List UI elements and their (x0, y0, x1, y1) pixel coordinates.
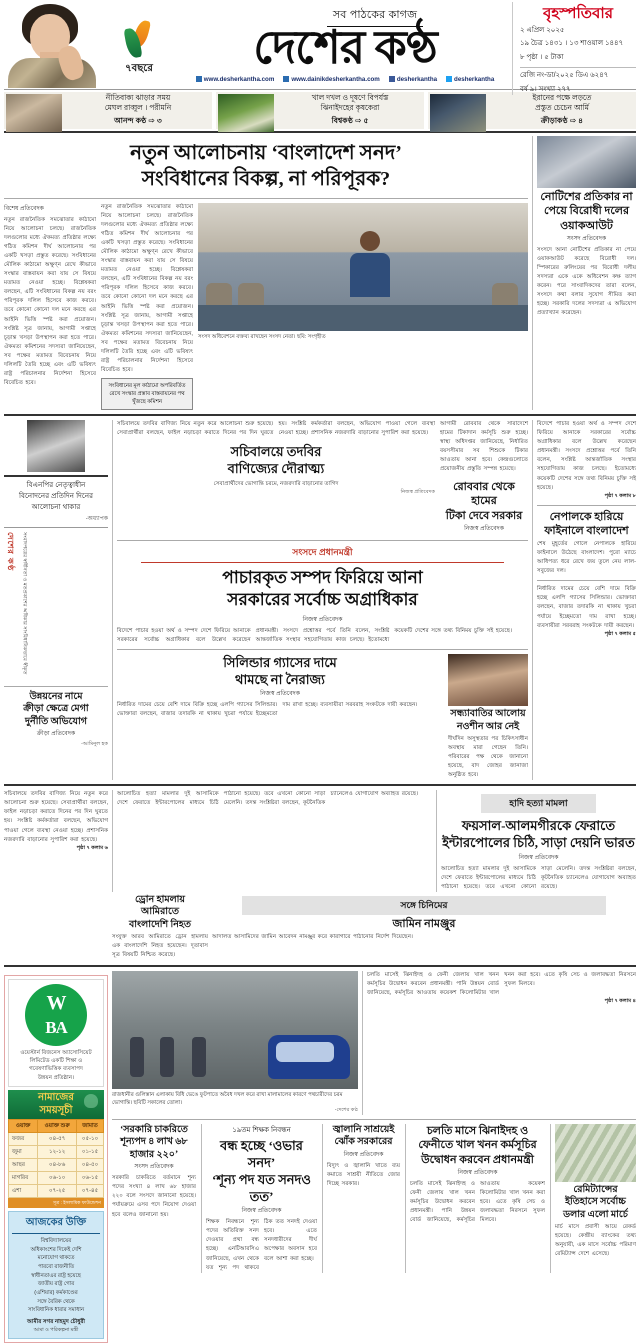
lead-byline: বিশেষ প্রতিবেদক (4, 206, 44, 212)
wba-ad-text: ওয়েস্টার্ন বিজনেস অ্যাসোসিয়েট লিমিটেড একটি শিক্ষা ও গবেষণাভিত্তিক ব্যবসাপদ উন্নয়ন প্রতিষ্ঠান। (20, 1049, 92, 1081)
page-ref-4: পৃষ্ঠা ৭ কলাম ৪ (604, 997, 636, 1004)
teacher-body: শিক্ষক নিবন্ধনে শূন্য পদের অতিরিক্ত সনদ দেওয়ার প্রথা বন্ধ হচ্ছে। এনটিআরসিএ জানিয়েছে, এখন থেকে যত শূন্য পদ থাকবে ঠিক তত সনদই দেওয়া হবে। এতে সনদধারীদের দীর্ঘ অপেক্ষার অবসান হবে বলে আশা করা হচ্ছে। (206, 1219, 317, 1271)
divider-bottom-1 (112, 1119, 636, 1120)
date-gregorian: ২ এপ্রিল ২০২৫ (520, 26, 565, 34)
date-bengali-hijri: ১৯ চৈত্র ১৪৩১ । ১৩ শাওয়াল ১৪৪৭ (520, 40, 624, 47)
left-sidebar (4, 420, 108, 780)
third-mid-text: আলোচিত হত্যা মামলার দুই আসামিকে দেশে ফেরাতে ইন্টারপোলের মাধ্যমে চিঠি পাঠানো হয়েছে। তবে এখনো কোনো সাড়া মেলেনি। তদন্ত সংশ্লিষ্টরা বলছেন, কূটনৈতিক চ্যানেলেও যোগাযোগ অব্যাহত রয়েছে। (117, 791, 419, 807)
opposition-walkout-body: সংসদে আনা নোটিশের প্রতিকার না পেয়ে ওয়াকআউট করেছে বিরোধী দল। স্পিকারের রুলিংয়ের পর বিরোধী দলীয় সদস্যরা একে একে অধিবেশন কক্ষ ত্যাগ করেন। পরে সাংবাদিকদের তারা বলেন, সংসদে কথা বলার সুযোগ সীমিত করা হচ্ছে। সরকারি দলের সদস্যরা এ অভিযোগ প্রত্যাখ্যান করেছেন। (537, 246, 636, 317)
dollar-notes-photo (555, 1124, 636, 1182)
drone-row (4, 894, 636, 961)
hadi-kicker: হাদি হত্যা মামলা (481, 794, 596, 813)
canal-digging-story (405, 1124, 545, 1273)
lead-photo-block (198, 203, 528, 410)
chinese-bail-story (212, 894, 636, 961)
teaser-photo-canal (218, 94, 274, 132)
drone-story (112, 894, 208, 961)
fuel-savings-story (322, 1124, 400, 1273)
sidebar-divider (4, 686, 108, 687)
prayer-col-name: ওয়াক্ত (9, 1120, 38, 1133)
third-band (4, 790, 636, 891)
masthead-center (178, 2, 512, 83)
fuel-savings-body: বিদ্যুৎ ও জ্বালানি খাতে ব্যয় কমাতে সাশ্রয়ী নীতিতে জোর দিচ্ছে সরকার। (327, 1162, 400, 1187)
band-divider-1 (4, 414, 636, 416)
secretariat-byline: নিজস্ব প্রতিবেদক (400, 488, 435, 495)
remittance-body: মার্চ মাসে প্রবাসী আয়ে রেকর্ড হয়েছে। কেন্দ্রীয় ব্যাংকের তথ্য অনুযায়ী, এক মাসে সর্বোচ্চ পরিমাণ রেমিট্যান্স দেশে এসেছে। (555, 1224, 636, 1258)
middle-band (112, 420, 528, 780)
teaser-section-ref: বিশ্বকণ্ঠ ⇨ ৫ (331, 115, 369, 125)
teacher-headline[interactable]: বন্ধ হচ্ছে ‘ওভার সনদ’ ‘শূন্য পদ যত সনদও তত’ (212, 1137, 311, 1205)
canal-digging-headline[interactable]: চলতি মাসে ঝিনাইদহ ও ফেনীতে খাল খনন কর্মসূচির উদ্বোধন করবেন প্রধানমন্ত্রী (418, 1124, 537, 1166)
bottom-headline-row (112, 1124, 636, 1273)
remittance-headline[interactable]: রেমিট্যান্সের ইতিহাসে সর্বোচ্চ ডলার এলো মার্চে (563, 1184, 628, 1220)
third-band-left (4, 790, 108, 891)
facebook-link[interactable]: desherkantha (389, 76, 437, 83)
gas-story (117, 654, 443, 780)
measles-byline: নিজস্ব প্রতিবেদক (464, 526, 504, 533)
teaser-line2: প্রস্তুত চেচেন আর্মি (535, 103, 589, 112)
prayer-times-source: সূত্র : ইসলামিক ফাউন্ডেশন (8, 1198, 104, 1208)
govt-vacancy-body: সরকারি চাকরিতে বর্তমানে শূন্য পদের সংখ্যা ৪ লাখ ৬৮ হাজার ২২০ বলে সংসদে জানানো হয়েছে। পর্যায়ক্রমে এসব পদে নিয়োগ দেওয়া হবে বলেও জানানো হয়। (112, 1175, 196, 1218)
gas-byline: নিজস্ব প্রতিবেদক (260, 691, 300, 698)
lead-row (4, 136, 636, 410)
street-photo-caption: রাজধানীর গুলিস্তান এলাকায় বিধি ভেঙে ফুটপাতে অবৈধ দখল করে রাখা মালামালের কারণে পথচারীদের চরম ভোগান্তি। ছবিটি সকালের তোলা। (112, 1091, 343, 1106)
teaser-line1: খাল দখল ও দূষণে বিপর্যস্ত (311, 93, 389, 103)
secretariat-headline[interactable]: সচিবালয়ে তদবির বাণিজ্যের দৌরাত্ম্য (227, 444, 325, 477)
pm-parliament-body: বিদেশে পাচার হওয়া অর্থ ও সম্পদ দেশে ফিরিয়ে আনাকে সরকারের সর্বোচ্চ অগ্রাধিকার বলে উল্লেখ করেছেন প্রধানমন্ত্রী। সংসদে প্রশ্নোত্তর পর্বে তিনি বলেন, সংশ্লিষ্ট আন্তর্জাতিক সংস্থার সহযোগিতায় কাজ চলছে। ইতোমধ্যে কয়েকটি দেশের সঙ্গে তথ্য বিনিময় চুক্তি সই হয়েছে। (117, 627, 512, 643)
divider-secretariat (117, 540, 528, 541)
lead-headline-line1: নতুন আলোচনায় ‘বাংলাদেশ সনদ’ (130, 142, 402, 164)
govt-vacancy-story (112, 1124, 196, 1273)
volume-issue: বর্ষ ৯। সংখ্যা ২৭৭ (520, 85, 571, 93)
teaser-line1: নীতিবাক্য ঝাড়ার সময় (105, 93, 171, 103)
opposition-walkout-headline[interactable]: নোটিশের প্রতিকার না পেয়ে বিরোধী দলের ওয়াকআউট (540, 191, 633, 232)
table-row: আছর ০৪-৮৬ ০৪-৫০ (9, 1159, 104, 1172)
teacher-byline: নিজস্ব প্রতিবেদক (241, 1208, 282, 1215)
teaser-item[interactable] (428, 92, 636, 129)
teaser-item[interactable] (216, 92, 424, 129)
drone-headline[interactable]: ড্রোন হামলায় আমিরাতে বাংলাদেশি নিহত (129, 894, 191, 930)
nasrin-body: দীর্ঘদিন অসুস্থতার পর চিকিৎসাধীন অবস্থায় মারা গেছেন তিনি। পরিবারের পক্ষ থেকে জানানো হয়েছে, বাদ জোহর জানাজা অনুষ্ঠিত হবে। (448, 736, 528, 779)
gas-body: নির্ধারিত দামের চেয়ে বেশি দামে বিক্রি হচ্ছে এলপি গ্যাসের সিলিন্ডার। ভোক্তারা বলছেন, বাজার তদারকি না থাকায় খুচরা পর্যায়ে ইচ্ছেমতো দাম রাখা হচ্ছে। ব্যবসায়ীরা সরবরাহ সংকটকে দায়ী করছেন। (117, 702, 418, 718)
right-col-text-2: নির্ধারিত দামের চেয়ে বেশি দামে বিক্রি হচ্ছে এলপি গ্যাসের সিলিন্ডার। ভোক্তারা বলছেন, বাজার তদারকি না থাকায় খুচরা পর্যায়ে ইচ্ছেমতো দাম রাখা হচ্ছে। ব্যবসায়ীরা সরবরাহ সংকটকে দায়ী করছেন। (537, 586, 636, 629)
nepal-final-headline[interactable]: নেপালকে হারিয়ে ফাইনালে বাংলাদেশ (544, 510, 629, 537)
masthead (4, 0, 636, 93)
street-photo-credit: -দেশের কণ্ঠ (334, 1106, 358, 1113)
lead-text-col-2 (101, 203, 193, 410)
table-row: জুমা ১২-১২ ০১-১৫ (9, 1146, 104, 1159)
teacher-registration-story (201, 1124, 317, 1273)
street-scene-photo (112, 971, 358, 1089)
prayer-table-header (9, 1120, 104, 1133)
prayer-times-header: নামাজের সময়সূচী (8, 1090, 104, 1119)
teaser-section-ref: ক্রীড়াকণ্ঠ ⇨ ৪ (540, 115, 584, 125)
right-column-top (532, 136, 636, 410)
chinese-bail-kicker: সঙ্গে চিনিমের (242, 896, 606, 915)
hadi-body: আলোচিত হত্যা মামলার দুই আসামিকে দেশে ফেরাতে ইন্টারপোলের মাধ্যমে চিঠি পাঠানো হয়েছে। তবে এখনো কোনো সাড়া মেলেনি। তদন্ত সংশ্লিষ্টরা বলছেন, কূটনৈতিক চ্যানেলেও যোগাযোগ অব্যাহত রয়েছে। (441, 865, 636, 890)
lady-portrait-photo (448, 654, 528, 706)
nasrin-story (448, 654, 528, 780)
quote-of-the-day-box (8, 1211, 104, 1339)
gas-row (117, 654, 528, 780)
hadi-story-block (436, 790, 636, 891)
right-column-mid (532, 420, 636, 780)
ad-sidebar (4, 971, 108, 1343)
secretariat-row (117, 420, 528, 536)
website-link-2[interactable]: www.dainikdesherkantha.com (283, 76, 379, 83)
street-photo-row (112, 971, 636, 1115)
teaser-strip (4, 89, 636, 133)
nepal-final-body: শেষ মুহূর্তের গোলে নেপালকে হারিয়ে ফাইনালে উঠেছে বাংলাদেশ। পুরো ম্যাচে আধিপত্য ধরে রেখে জয় তুলে নেয় লাল-সবুজের দল। (537, 541, 636, 575)
measles-headline[interactable]: রোববার থেকে হামের টিকা দেবে সরকার (445, 480, 523, 522)
fuel-savings-headline[interactable]: জ্বালানি সাশ্রয়েই ঝোঁক সরকারের (332, 1124, 395, 1148)
anniversary-badge (100, 2, 178, 78)
page-ref-3: পৃষ্ঠা ৭ কলাম ৬ (76, 844, 108, 851)
opposition-walkout-photo (537, 136, 636, 188)
date-divider (520, 67, 636, 68)
hadi-byline: নিজস্ব প্রতিবেদক (518, 854, 559, 861)
pm-parliament-headline[interactable]: পাচারকৃত সম্পদ ফিরিয়ে আনা সরকারের সর্বোচ্চ অগ্রাধিকার (222, 568, 423, 610)
oped-author: -অধ্যাপক (85, 515, 108, 522)
band-divider-3 (4, 965, 636, 967)
columnist-portrait (27, 420, 85, 472)
teaser-section-ref: আনন্দ কণ্ঠ ⇨ ৩ (114, 115, 162, 125)
lead-headline[interactable] (4, 136, 528, 194)
pm-parliament-kicker: সংসদে প্রধানমন্ত্রী (141, 545, 504, 563)
lead-photo-caption: সংসদ অধিবেশনে বক্তব্য রাখছেন সংসদ নেতা। ছবি: সংগৃহীত (198, 334, 326, 340)
parliament-session-photo (198, 203, 528, 331)
teaser-line2: ঝিনাইদহের কৃষকেরা (320, 103, 380, 112)
oped-quote: বিএনপির নেতৃত্বাধীন বিনোদনের প্রতিদিন দিনের আলোচনা থাকার (18, 480, 94, 511)
publication-day: বৃহস্পতিবার (543, 5, 613, 22)
quote-box-author-title: আমা ও পরিকল্পনা মন্ত্রী (33, 1326, 79, 1333)
quote-box-title: আজকের উক্তি (12, 1215, 100, 1234)
canal-digging-body: চলতি মাসেই ঝিনাইদহ ও ফেনী জেলায় খাল খনন কর্মসূচির উদ্বোধন করবেন প্রধানমন্ত্রী। পানি উন্নয়ন বোর্ড জানিয়েছে, কর্মসূচির আওতায় কয়েকশ কিলোমিটার খাল খনন করা হবে। এতে কৃষি সেচ ও জলাবদ্ধতা নিরসনে সুফল মিলবে। (410, 1181, 545, 1224)
remittance-story (550, 1124, 636, 1273)
page-ref-2: পৃষ্ঠা ৭ কলাম ৫ (604, 630, 636, 637)
bottom-right-text-block (362, 971, 636, 1115)
teaser-photo-celebrity (6, 94, 62, 132)
page-ref-1: পৃষ্ঠা ৭ কলাম ৮ (604, 492, 636, 499)
lead-headline-line2: সংবিধানের বিকল্প, না পরিপূরক? (141, 168, 391, 190)
website-link-1[interactable]: www.desherkantha.com (196, 76, 275, 83)
prayer-col-jamat: জামাত (77, 1120, 104, 1133)
lead-text-col-1 (4, 203, 96, 410)
second-band (4, 420, 636, 780)
nasrin-headline[interactable]: সন্ধ্যাবাতির আলোয় নওশীন আর নেই (450, 709, 526, 732)
teaser-line2: মেঘল রাব্বুল । পরীমনি (104, 103, 172, 112)
quote-box-author: আমীর সগর নাহমুদ চৌধুরী (26, 1318, 86, 1325)
lead-body-text: নতুন রাজনৈতিক সমঝোতার কাঠামো নিয়ে আলোচনা চলছে। রাজনৈতিক দলগুলোর মধ্যে ঐকমত্য প্রতিষ্ঠার লক্ষ্যে গঠিত কমিশন দীর্ঘ আলোচনার পর একটি খসড়া প্রস্তুত করেছে। সংবিধানের মৌলিক কাঠামো অক্ষুণ্ন রেখে কীভাবে সংস্কার বাস্তবায়ন করা যায় সে বিষয়ে মতামত নেওয়া হচ্ছে। বিশ্লেষকরা বলছেন, এটি সংবিধানের বিকল্প নয় বরং পরিপূরক দলিল হিসেবে কাজ করবে। তবে কোনো কোনো দল মনে করছে এর আইনি ভিত্তি স্পষ্ট করা প্রয়োজন। সংশ্লিষ্ট সূত্র জানায়, আগামী সপ্তাহে চূড়ান্ত খসড়া উপস্থাপন করা হতে পারে। ঐকমত্য কমিশনের সদস্যরা জানিয়েছেন, সব পক্ষের মতামত বিবেচনায় নিয়ে দলিলটি তৈরি হচ্ছে এবং এটি ভবিষ্যৎ রাষ্ট্র পরিচালনার নির্দেশনা হিসেবে বিবেচিত হবে। (4, 217, 96, 386)
sidebar-vertical-text: সংবাদপত্রের স্বাধীনতা ও মতপ্রকাশের অধিকার সাংবিধানিকভাবে স্বীকৃত (21, 531, 28, 674)
registration-number: রেজি নং-ডা/২০২৫ ডিএ ৬২৪৭ (520, 72, 609, 79)
chinese-bail-headline[interactable]: জামিন নামঞ্জুর (392, 917, 456, 930)
anniversary-years: ৭ (125, 63, 132, 74)
govt-vacancy-byline: সংসদ প্রতিবেদক (134, 1164, 174, 1171)
third-left-text: সচিবালয়ে তদবির বাণিজ্য নিয়ে নতুন করে আলোচনা শুরু হয়েছে। সেবাপ্রার্থীরা বলছেন, ফাইল নড়াচড়া করাতে দিনের পর দিন ঘুরতে হয়। সংশ্লিষ্ট কর্মকর্তারা বলছেন, অভিযোগ পাওয়া গেলে ব্যবস্থা নেওয়া হচ্ছে। প্রশাসনিক নজরদারি বাড়ানোর সুপারিশ করা হয়েছে। (4, 791, 108, 843)
masthead-dateblock (512, 2, 636, 95)
leaf-logo-icon (122, 20, 156, 60)
prayer-col-start: ওয়াক্ত শুরু (38, 1120, 77, 1133)
band-divider-2 (4, 784, 636, 786)
anniversary-label: বছরে (131, 63, 153, 74)
lead-body-row (4, 203, 528, 410)
wba-ad-box[interactable] (4, 975, 108, 1343)
table-row: এশা ০৭-২৫ ০৭-৪৫ (9, 1185, 104, 1198)
sports-corruption-author: -আমিনুল হক (81, 741, 108, 748)
pages-and-price: ৮ পৃষ্ঠা । ৫ টাকা (520, 53, 564, 61)
secretariat-lead-in: সচিবালয়ে তদবির বাণিজ্য নিয়ে নতুন করে আলোচনা শুরু হয়েছে। সেবাপ্রার্থীরা বলছেন, ফাইল নড়াচড়া করাতে দিনের পর দিন ঘুরতে হয়। সংশ্লিষ্ট কর্মকর্তারা বলছেন, অভিযোগ পাওয়া গেলে ব্যবস্থা নেওয়া হচ্ছে। প্রশাসনিক নজরদারি বাড়ানোর সুপারিশ করা হয়েছে। (117, 421, 435, 437)
table-row: ফজর ০৪-৫৭ ০৫-১০ (9, 1133, 104, 1146)
lead-left-center (4, 136, 528, 410)
teaser-photo-soldiers (430, 94, 486, 132)
wba-logo-ba: BA (45, 1017, 67, 1037)
sidebar-vertical-red-text: দেশের কণ্ঠ (6, 531, 15, 571)
twitter-link[interactable]: desherkantha (446, 76, 494, 83)
hadi-headline[interactable]: ফয়সাল-আলমগীরকে ফেরাতে ইন্টারপোলের চিঠি, সাড়া দেয়নি ভারত (442, 818, 635, 851)
masthead-model-photo (4, 2, 100, 88)
lead-divider (4, 198, 528, 199)
opposition-walkout-byline: সংসদ প্রতিবেদক (566, 235, 607, 242)
oped-box (4, 475, 108, 527)
pm-parliament-byline: নিজস্ব প্রতিবেদক (302, 616, 343, 623)
govt-vacancy-headline[interactable]: ‘সরকারি চাকরিতে শূন্যপদ ৪ লাখ ৬৮ হাজার ২২০’ (120, 1124, 188, 1160)
third-band-mid (112, 790, 432, 891)
sports-corruption-byline: ক্রীড়া প্রতিবেদক (36, 731, 76, 738)
right-col-text-1: বিদেশে পাচার হওয়া অর্থ ও সম্পদ দেশে ফিরিয়ে আনাকে সরকারের সর্বোচ্চ অগ্রাধিকার বলে উল্লেখ করেছেন প্রধানমন্ত্রী। সংসদে প্রশ্নোত্তর পর্বে তিনি বলেন, সংশ্লিষ্ট আন্তর্জাতিক সংস্থার সহযোগিতায় কাজ চলছে। ইতোমধ্যে কয়েকটি দেশের সঙ্গে তথ্য বিনিময় চুক্তি সই হয়েছে। (537, 421, 636, 491)
wba-logo (8, 979, 104, 1088)
measles-lead-in: আগামী রোববার থেকে সারাদেশে হামের টিকাদান কর্মসূচি শুরু হচ্ছে। স্বাস্থ্য অধিদপ্তর জানিয়েছে, নির্ধারিত বয়সসীমার সব শিশুকে টিকার আওতায় আনা হবে। কেন্দ্রগুলোতে প্রয়োজনীয় প্রস্তুতি সম্পন্ন হয়েছে। (440, 421, 528, 473)
lead-inset-box: সংবিধানের মূল কাঠামো অপরিবর্তিত রেখে সংস্কার প্রস্তাব বাস্তবায়নের পথ খুঁজছে কমিশন (101, 378, 193, 410)
lead-body-text-cont: নতুন রাজনৈতিক সমঝোতার কাঠামো নিয়ে আলোচনা চলছে। রাজনৈতিক দলগুলোর মধ্যে ঐকমত্য প্রতিষ্ঠার লক্ষ্যে গঠিত কমিশন দীর্ঘ আলোচনার পর একটি খসড়া প্রস্তুত করেছে। সংবিধানের মৌলিক কাঠামো অক্ষুণ্ন রেখে কীভাবে সংস্কার বাস্তবায়ন করা যায় সে বিষয়ে মতামত নেওয়া হচ্ছে। বিশ্লেষকরা বলছেন, এটি সংবিধানের বিকল্প নয় বরং পরিপূরক দলিল হিসেবে কাজ করবে। তবে কোনো কোনো দল মনে করছে এর আইনি ভিত্তি স্পষ্ট করা প্রয়োজন। সংশ্লিষ্ট সূত্র জানায়, আগামী সপ্তাহে চূড়ান্ত খসড়া উপস্থাপন করা হতে পারে। ঐকমত্য কমিশনের সদস্যরা জানিয়েছেন, সব পক্ষের মতামত বিবেচনায় নিয়ে দলিলটি তৈরি হচ্ছে এবং এটি ভবিষ্যৎ রাষ্ট্র পরিচালনার নির্দেশনা হিসেবে বিবেচিত হবে। (101, 204, 193, 373)
chinese-bail-body: আদালত আসামিদের জামিন আবেদন নামঞ্জুর করে কারাগারে পাঠানোর নির্দেশ দিয়েছেন। (212, 934, 413, 941)
bottom-right-text: চলতি মাসেই ঝিনাইদহ ও ফেনী জেলায় খাল খনন কর্মসূচির উদ্বোধন করবেন প্রধানমন্ত্রী। পানি উন্নয়ন বোর্ড জানিয়েছে, কর্মসূচির আওতায় কয়েকশ কিলোমিটার খাল খনন করা হবে। এতে কৃষি সেচ ও জলাবদ্ধতা নিরসনে সুফল মিলবে। (367, 971, 636, 996)
secretariat-subhead: সেবাপ্রার্থীদের ভোগান্তি চরমে, নজরদারি বাড়ানোর তাগিদ (213, 480, 339, 487)
fourth-band (4, 971, 636, 1343)
bottom-main (112, 971, 636, 1343)
wba-logo-w: W (46, 991, 66, 1014)
secretariat-story (117, 420, 435, 536)
canal-digging-byline: নিজস্ব প্রতিবেদক (457, 1170, 498, 1177)
masthead-links (196, 76, 495, 83)
teaser-line1: ইরানের পক্ষে লড়তে (532, 93, 592, 103)
drone-body: সংযুক্ত আরব আমিরাতে ড্রোন হামলায় এক বাংলাদেশি নিহত হয়েছেন। দূতাবাস সূত্র বিষয়টি নিশ্চিত করেছে। (112, 934, 208, 959)
quote-box-text: বিশ্ববিদ্যালয়ের অধিকাংশের দিকেই দেশি মনোযোগ থাকতে পারবো রাজনীতি স্বাধীনতাএর রাষ্ট্র হয়েছে জাতীয় রাষ্ট্র গোর (এশিয়ার) কর্মকাণ্ডের সঙ্গে বৈরিক থেকে সাংবিধানিক ধারার সমাধান (27, 1238, 85, 1314)
gas-headline[interactable]: সিলিন্ডার গ্যাসের দামে থামছে না নৈরাজ্য (223, 655, 337, 688)
street-photo-block (112, 971, 358, 1115)
pm-parliament-story (117, 545, 528, 645)
prayer-times-table (8, 1119, 104, 1198)
teaser-item[interactable] (4, 92, 212, 129)
masthead-title: দেশের কণ্ঠ (253, 22, 437, 73)
table-row: মাগরিব ০৬-১০ ০৬-১৫ (9, 1172, 104, 1185)
divider-pm (117, 649, 528, 650)
mosque-dome-icon (84, 1094, 98, 1108)
sports-corruption-headline[interactable]: উন্নয়নের নামে ক্রীড়া ক্ষেত্রে মেগা দুর্নীতি অভিযোগ (23, 691, 89, 727)
teacher-kicker: ১৯তম শিক্ষক নিবন্ধন (232, 1126, 291, 1134)
sidebar-vertical-block (4, 532, 108, 682)
fuel-savings-byline: নিজস্ব প্রতিবেদক (343, 1151, 384, 1158)
measles-story (440, 420, 528, 536)
masthead-tagline: সব পাঠকের কাগজ (327, 6, 423, 27)
